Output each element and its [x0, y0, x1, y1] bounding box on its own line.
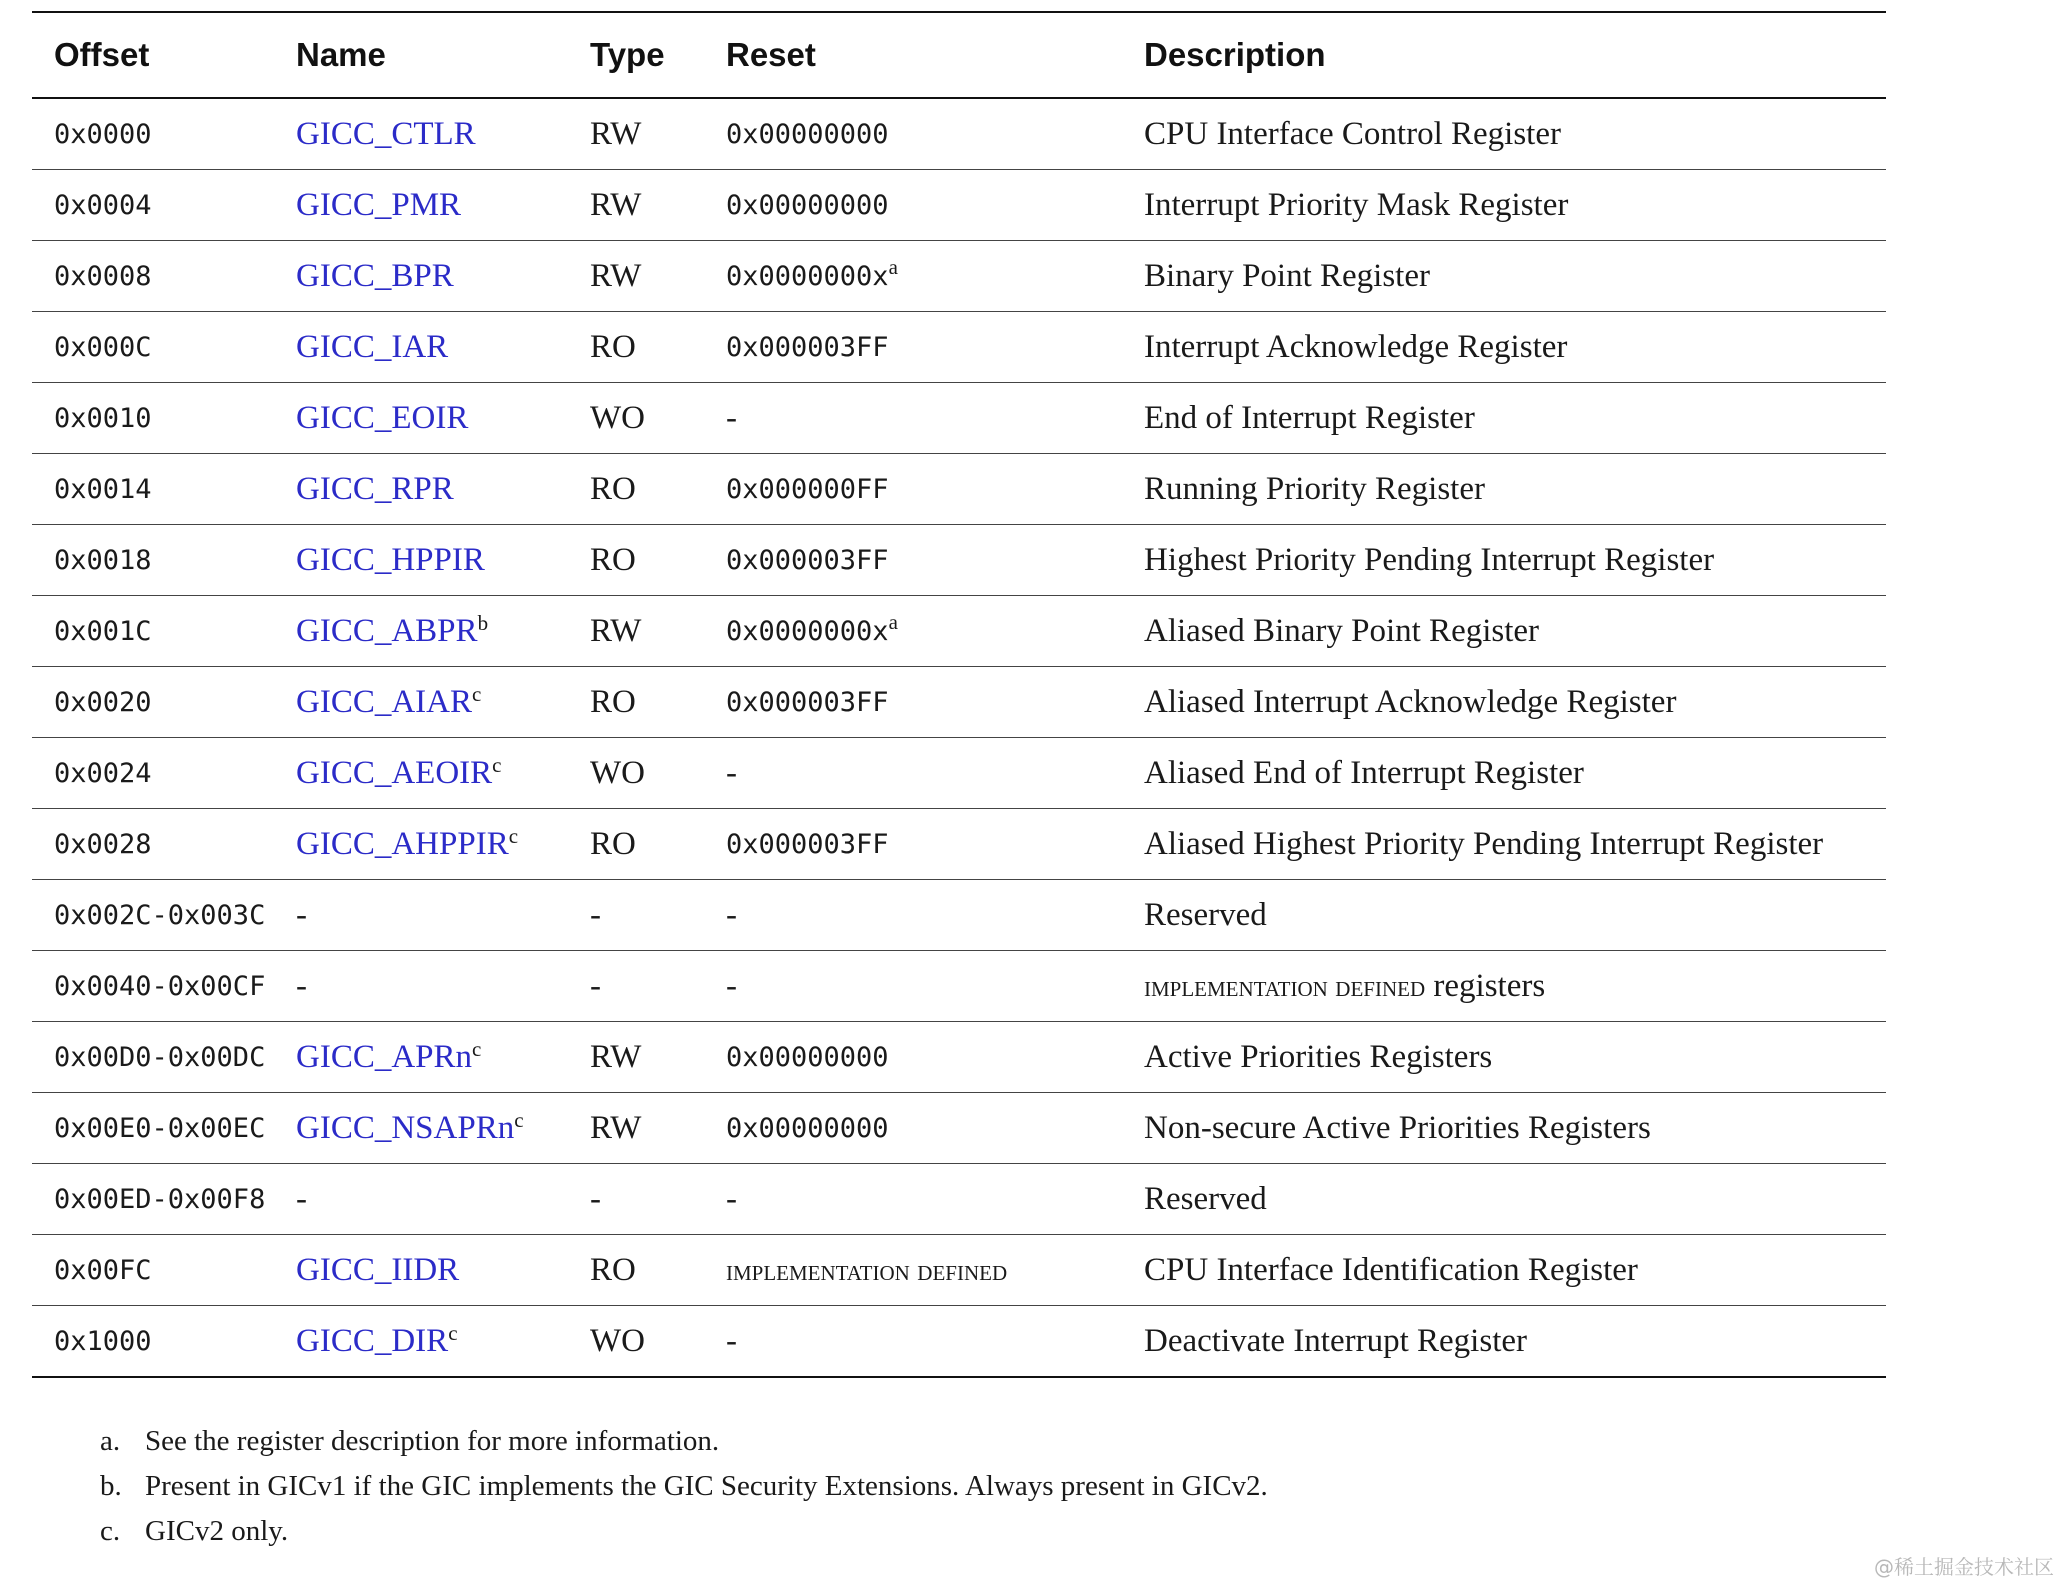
register-name: -	[296, 967, 307, 1004]
reset-value: -	[726, 399, 737, 436]
footnote-ref: c	[492, 752, 502, 777]
cell-reset	[704, 1306, 1122, 1378]
table-row	[32, 951, 1886, 1022]
footnote-ref: c	[448, 1320, 458, 1345]
cell-description: Aliased Binary Point Register	[1144, 612, 1540, 649]
footnote-mark: c.	[100, 1515, 121, 1547]
cell-type: RW	[590, 186, 642, 223]
table-row	[32, 383, 1886, 454]
cell-offset: 0x0004	[54, 189, 152, 221]
register-link[interactable]: GICC_AIAR	[296, 683, 473, 720]
cell-name	[274, 880, 568, 951]
cell-name	[274, 1164, 568, 1235]
footnote-ref: c	[472, 1036, 482, 1061]
table-row	[32, 241, 1886, 312]
table-row	[32, 596, 1886, 667]
reset-value: 0x000003FF	[726, 331, 889, 363]
cell-type: RO	[590, 328, 636, 365]
cell-reset	[704, 880, 1122, 951]
cell-description: Aliased Interrupt Acknowledge Register	[1144, 683, 1677, 720]
footnote	[100, 1422, 1268, 1467]
column-header-offset: Offset	[54, 36, 150, 73]
footnote-ref: c	[508, 823, 519, 848]
register-link[interactable]: GICC_ABPR	[296, 612, 478, 649]
cell-name	[274, 312, 568, 383]
footnotes	[100, 1422, 1268, 1557]
cell-description: Running Priority Register	[1144, 470, 1485, 507]
register-link[interactable]: GICC_IAR	[296, 328, 449, 365]
table-row	[32, 312, 1886, 383]
cell-description: Interrupt Priority Mask Register	[1144, 186, 1569, 223]
cell-reset	[704, 951, 1122, 1022]
footnote	[100, 1467, 1268, 1512]
table-row	[32, 1164, 1886, 1235]
column-header-description: Description	[1144, 36, 1326, 73]
reset-value: 0x00000000	[726, 189, 889, 221]
cell-description: Active Priorities Registers	[1144, 1038, 1493, 1075]
register-link[interactable]: GICC_DIR	[296, 1322, 449, 1359]
cell-type: RO	[590, 541, 636, 578]
cell-reset	[704, 667, 1122, 738]
cell-name	[274, 525, 568, 596]
cell-type: RW	[590, 612, 642, 649]
cell-reset	[704, 98, 1122, 170]
cell-type: RW	[590, 115, 642, 152]
register-name: -	[296, 896, 307, 933]
cell-offset: 0x00D0-0x00DC	[54, 1041, 266, 1073]
cell-description: Highest Priority Pending Interrupt Register	[1144, 541, 1715, 578]
cell-name	[274, 454, 568, 525]
watermark: @稀土掘金技术社区	[1874, 1555, 2054, 1579]
register-link[interactable]: GICC_RPR	[296, 470, 454, 507]
cell-type: WO	[590, 399, 645, 436]
cell-name	[274, 383, 568, 454]
cell-reset	[704, 525, 1122, 596]
cell-type: RW	[590, 257, 642, 294]
cell-name	[274, 667, 568, 738]
register-link[interactable]: GICC_IIDR	[296, 1251, 460, 1288]
cell-name	[274, 951, 568, 1022]
cell-name	[274, 170, 568, 241]
cell-reset	[704, 312, 1122, 383]
cell-reset	[704, 1022, 1122, 1093]
cell-name	[274, 1022, 568, 1093]
footnote-text: See the register description for more information.	[145, 1425, 720, 1457]
table-row	[32, 1235, 1886, 1306]
reset-value: 0x000003FF	[726, 686, 889, 718]
cell-description: Reserved	[1144, 896, 1267, 933]
cell-offset: 0x0008	[54, 260, 152, 292]
cell-type: WO	[590, 754, 645, 791]
cell-type: RO	[590, 470, 636, 507]
table-row	[32, 454, 1886, 525]
register-link[interactable]: GICC_PMR	[296, 186, 462, 223]
footnote-text: Present in GICv1 if the GIC implements the GIC Security Extensions. Always present in GICv2.	[145, 1470, 1268, 1502]
register-link[interactable]: GICC_BPR	[296, 257, 454, 294]
cell-name	[274, 241, 568, 312]
register-link[interactable]: GICC_HPPIR	[296, 541, 485, 578]
cell-name	[274, 596, 568, 667]
column-header-reset: Reset	[726, 36, 816, 73]
small-caps-text: implementation defined	[1144, 969, 1426, 1003]
reset-value: -	[726, 754, 737, 791]
footnote-ref: a	[888, 609, 898, 634]
table-row	[32, 880, 1886, 951]
cell-description: Deactivate Interrupt Register	[1144, 1322, 1527, 1359]
footnote-ref: c	[514, 1107, 524, 1132]
cell-description: Interrupt Acknowledge Register	[1144, 328, 1568, 365]
cell-name	[274, 1093, 568, 1164]
register-table-container	[32, 11, 1886, 1378]
reset-value: 0x000003FF	[726, 544, 889, 576]
register-link[interactable]: GICC_EOIR	[296, 399, 469, 436]
cell-description: implementation defined registers	[1144, 967, 1546, 1004]
cell-reset	[704, 170, 1122, 241]
table-row	[32, 1022, 1886, 1093]
cell-name	[274, 1235, 568, 1306]
cell-offset: 0x000C	[54, 331, 152, 363]
reset-value: 0x00000000	[726, 1112, 889, 1144]
table-body	[32, 98, 1886, 1377]
cell-reset	[704, 1164, 1122, 1235]
cell-type: -	[590, 967, 601, 1004]
cell-type: RW	[590, 1109, 642, 1146]
column-header-name: Name	[296, 36, 386, 73]
reset-value: implementation defined	[726, 1253, 1008, 1287]
cell-type: RW	[590, 1038, 642, 1075]
footnote-text: GICv2 only.	[145, 1515, 289, 1547]
reset-value: -	[726, 967, 737, 1004]
footnote-ref: a	[888, 254, 898, 279]
cell-reset	[704, 1235, 1122, 1306]
cell-description: CPU Interface Control Register	[1144, 115, 1561, 152]
cell-offset: 0x00ED-0x00F8	[54, 1183, 266, 1215]
cell-reset	[704, 454, 1122, 525]
table-row	[32, 809, 1886, 880]
table-row	[32, 525, 1886, 596]
cell-offset: 0x0028	[54, 828, 152, 860]
cell-offset: 0x1000	[54, 1325, 152, 1357]
cell-offset: 0x00E0-0x00EC	[54, 1112, 266, 1144]
register-link[interactable]: GICC_CTLR	[296, 115, 476, 152]
cell-name	[274, 98, 568, 170]
cell-type: RO	[590, 825, 636, 862]
cell-description: Binary Point Register	[1144, 257, 1430, 294]
cell-reset	[704, 596, 1122, 667]
reset-value: 0x000003FF	[726, 828, 889, 860]
cell-reset	[704, 241, 1122, 312]
table-row	[32, 170, 1886, 241]
reset-value: -	[726, 896, 737, 933]
cell-name	[274, 738, 568, 809]
reset-value: 0x00000000	[726, 118, 889, 150]
reset-value: 0x0000000x	[726, 260, 889, 292]
cell-offset: 0x0014	[54, 473, 152, 505]
table-row	[32, 667, 1886, 738]
cell-offset: 0x001C	[54, 615, 152, 647]
footnote-ref: c	[472, 681, 482, 706]
cell-description: Reserved	[1144, 1180, 1267, 1217]
register-link[interactable]: GICC_APRn	[296, 1038, 473, 1075]
cell-offset: 0x0020	[54, 686, 152, 718]
register-map-table	[32, 11, 1886, 1378]
register-name: -	[296, 1180, 307, 1217]
cell-offset: 0x0040-0x00CF	[54, 970, 266, 1002]
cell-description: Aliased Highest Priority Pending Interrupt Register	[1144, 825, 1824, 862]
cell-offset: 0x0018	[54, 544, 152, 576]
table-row	[32, 738, 1886, 809]
cell-reset	[704, 383, 1122, 454]
cell-description: End of Interrupt Register	[1144, 399, 1475, 436]
column-header-type: Type	[590, 36, 665, 73]
footnote-mark: a.	[100, 1425, 121, 1457]
footnote-ref: b	[477, 610, 489, 635]
table-row	[32, 1093, 1886, 1164]
register-link[interactable]: GICC_NSAPRn	[296, 1109, 515, 1146]
footnote	[100, 1512, 1268, 1557]
reset-value: 0x0000000x	[726, 615, 889, 647]
cell-reset	[704, 1093, 1122, 1164]
table-row	[32, 1306, 1886, 1378]
cell-name	[274, 1306, 568, 1378]
cell-description: Non-secure Active Priorities Registers	[1144, 1109, 1651, 1146]
cell-description: Aliased End of Interrupt Register	[1144, 754, 1584, 791]
cell-name	[274, 809, 568, 880]
reset-value: -	[726, 1180, 737, 1217]
cell-type: RO	[590, 683, 636, 720]
cell-offset: 0x002C-0x003C	[54, 899, 266, 931]
cell-description: CPU Interface Identification Register	[1144, 1251, 1638, 1288]
cell-offset: 0x0010	[54, 402, 152, 434]
cell-type: -	[590, 1180, 601, 1217]
reset-value: -	[726, 1322, 737, 1359]
table-header-row	[32, 12, 1886, 98]
register-link[interactable]: GICC_AEOIR	[296, 754, 493, 791]
reset-value: 0x00000000	[726, 1041, 889, 1073]
cell-reset	[704, 809, 1122, 880]
register-link[interactable]: GICC_AHPPIR	[296, 825, 509, 862]
cell-reset	[704, 738, 1122, 809]
cell-type: WO	[590, 1322, 645, 1359]
cell-offset: 0x0000	[54, 118, 152, 150]
reset-value: 0x000000FF	[726, 473, 889, 505]
footnote-mark: b.	[100, 1470, 122, 1502]
cell-type: -	[590, 896, 601, 933]
cell-type: RO	[590, 1251, 636, 1288]
cell-offset: 0x0024	[54, 757, 152, 789]
table-row	[32, 98, 1886, 170]
cell-offset: 0x00FC	[54, 1254, 152, 1286]
